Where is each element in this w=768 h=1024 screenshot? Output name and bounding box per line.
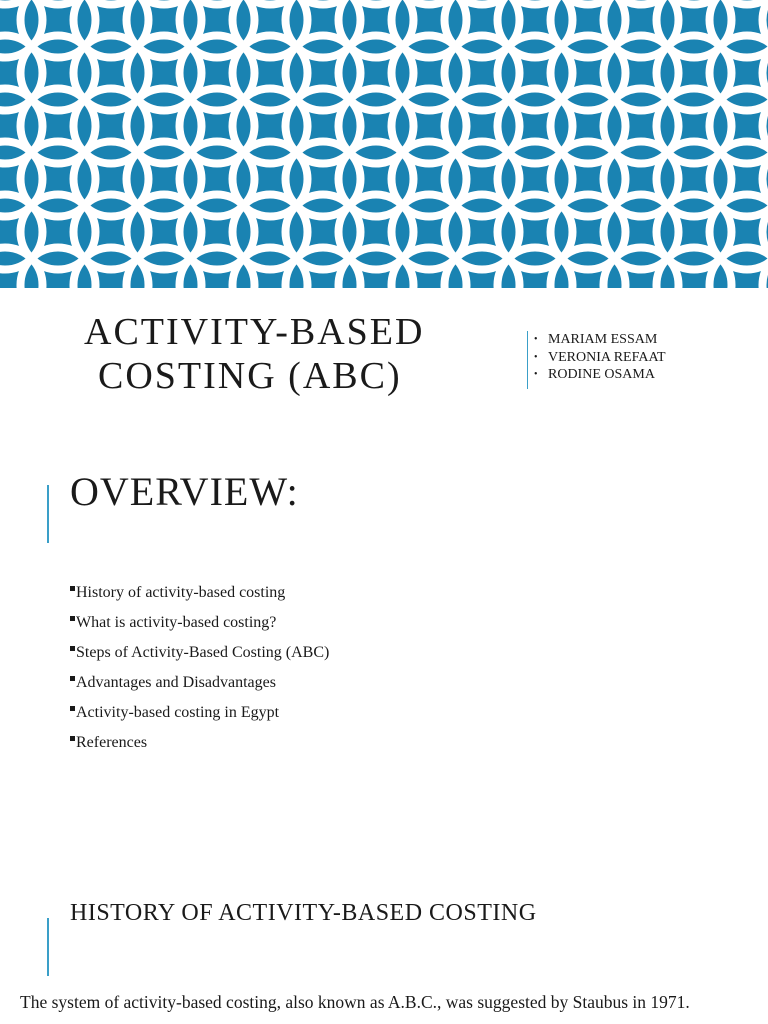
bullet-icon: • [534,351,538,363]
overview-list [70,578,329,758]
bullet-icon: • [534,334,538,345]
overview-item-label: References [76,734,148,751]
accent-bar [47,918,49,976]
square-bullet-icon [70,646,75,651]
square-bullet-icon [70,706,75,711]
history-heading: HISTORY OF ACTIVITY-BASED COSTING [70,900,537,926]
pattern-banner [0,0,768,288]
overview-item-label: What is activity-based costing? [76,614,277,631]
overview-item [70,638,329,668]
history-paragraph: The system of activity-based costing, also known as A.B.C., was suggested by Staubus in 1971. [20,992,690,1012]
author-name: MARIAM ESSAM [548,332,658,347]
author-list [527,331,666,389]
bullet-icon: • [534,369,538,380]
circle-pattern-graphic [0,0,768,288]
overview-item [70,608,329,638]
author-item [534,331,666,349]
title-line-2: COSTING (ABC) [98,355,402,397]
square-bullet-icon [70,586,75,591]
accent-bar [47,485,49,543]
author-name: RODINE OSAMA [548,367,655,382]
square-bullet-icon [70,616,75,621]
overview-item [70,698,329,728]
overview-heading: OVERVIEW: [70,469,299,514]
overview-item-label: Advantages and Disadvantages [76,674,276,691]
title-line-1: ACTIVITY-BASED [84,311,425,353]
author-item [534,349,666,367]
overview-item-label: Steps of Activity-Based Costing (ABC) [76,644,330,661]
square-bullet-icon [70,736,75,741]
overview-item [70,728,329,758]
square-bullet-icon [70,676,75,681]
overview-item-label: Activity-based costing in Egypt [76,704,280,721]
overview-item-label: History of activity-based costing [76,584,286,601]
author-item [534,366,666,384]
author-name: VERONIA REFAAT [548,349,666,365]
overview-item [70,668,329,698]
slide-title [84,310,504,398]
overview-item [70,578,329,608]
